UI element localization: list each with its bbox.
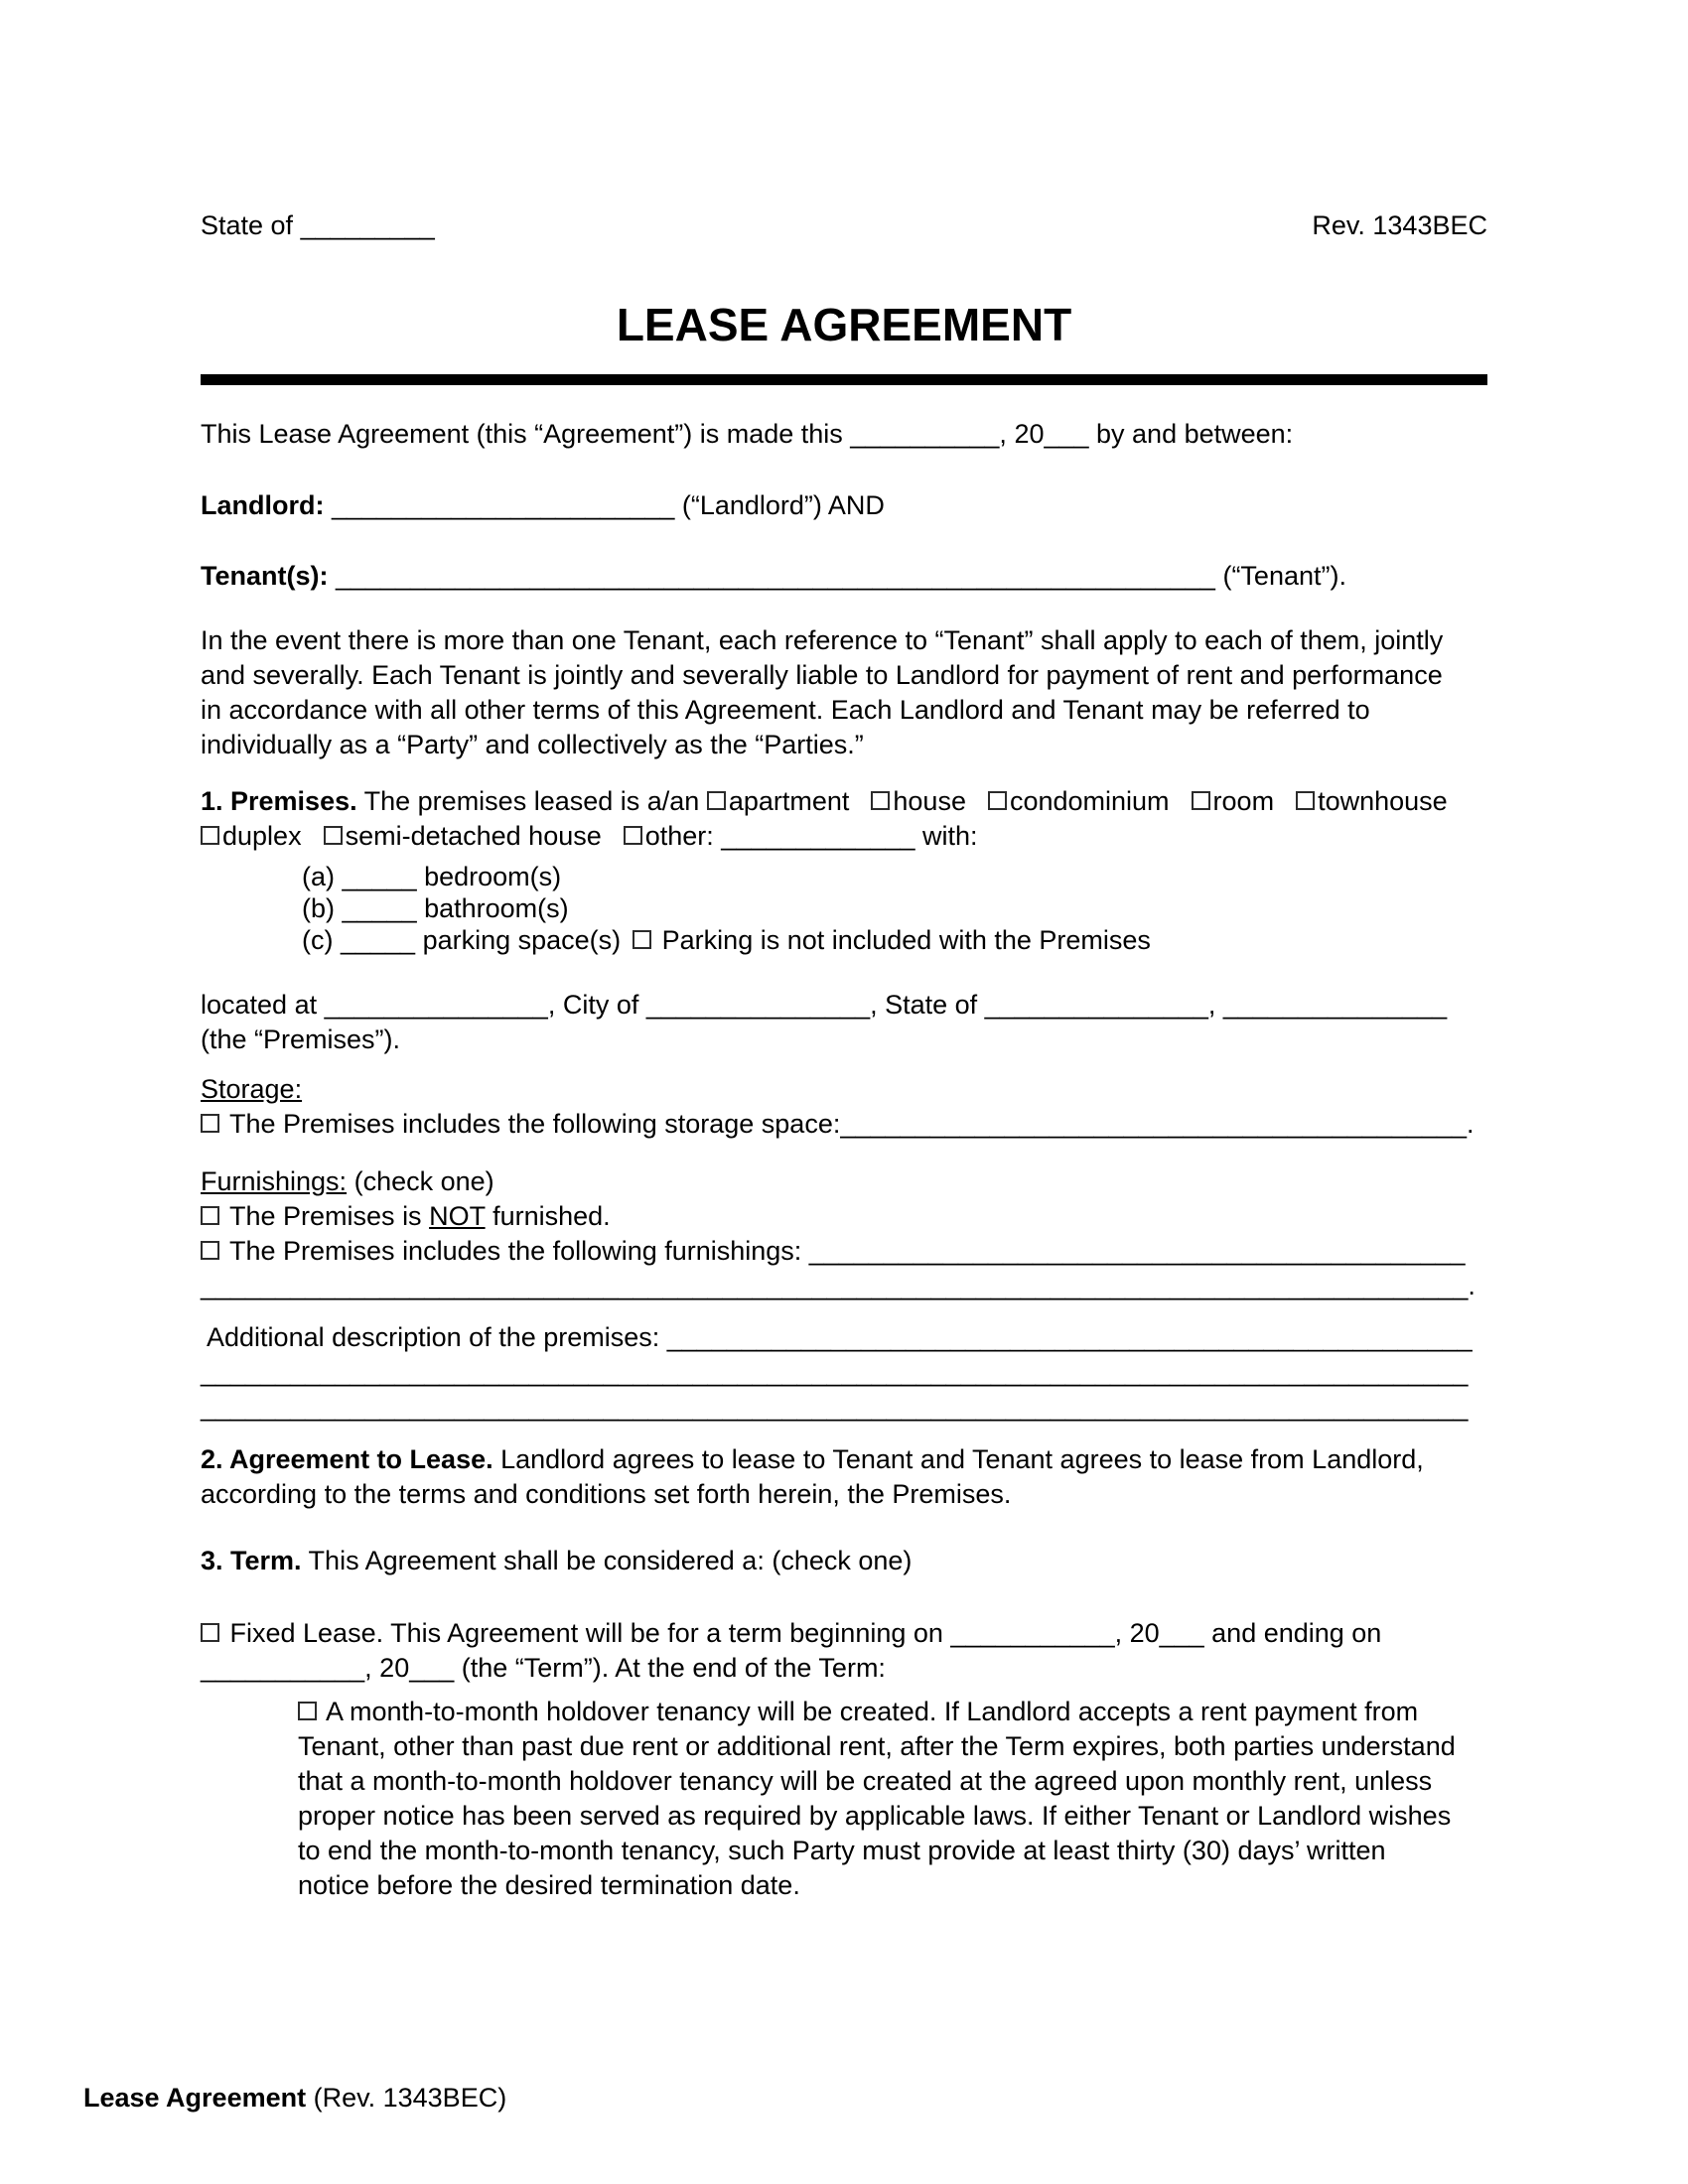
not-word: NOT: [429, 1201, 486, 1231]
clause-line: in accordance with all other terms of this Agreement. Each Landlord and Tenant may be referred to: [201, 695, 1370, 725]
checkbox-storage-space[interactable]: [201, 1114, 219, 1133]
page-title: LEASE AGREEMENT: [616, 299, 1072, 350]
checkbox-other[interactable]: [624, 826, 642, 845]
tenant-line: [201, 559, 1487, 594]
checkbox-month-to-month-holdover[interactable]: [298, 1702, 317, 1720]
additional-description-line: [201, 1320, 1487, 1355]
page-footer: [83, 2081, 506, 2116]
located-at-block: [201, 988, 1487, 1057]
option-label: townhouse: [1318, 786, 1448, 816]
option-label: apartment: [728, 786, 850, 816]
checkbox-apartment[interactable]: [707, 791, 726, 810]
option-duplex: [201, 821, 302, 851]
checkbox-fixed-lease[interactable]: [201, 1623, 219, 1642]
landlord-blank: _______________________ (“Landlord”) AND: [324, 490, 885, 520]
agreement-to-lease-text: Landlord agrees to lease to Tenant and Tenant agrees to lease from Landlord,: [492, 1444, 1424, 1474]
holdover-line1: [298, 1695, 1487, 1729]
checkbox-duplex[interactable]: [201, 826, 219, 845]
checkbox-includes-furnishings[interactable]: [201, 1241, 219, 1260]
premises-options-row2: [201, 819, 1487, 854]
checkbox-semi-detached-house[interactable]: [324, 826, 343, 845]
additional-description-block: [201, 1320, 1487, 1425]
premises-defined-line: (the “Premises”).: [201, 1024, 401, 1054]
premises-lead: The premises leased is a/an: [356, 786, 707, 816]
option-semi-detached-house: [324, 821, 602, 851]
holdover-line: that a month-to-month holdover tenancy will be created at the agreed upon monthly rent, unless: [298, 1766, 1433, 1796]
not-furnished-pre: The Premises is: [222, 1201, 430, 1231]
revision-label: Rev. 1343BEC: [1312, 210, 1487, 240]
state-of-label: State of: [201, 210, 301, 240]
furnishings-heading-label: Furnishings:: [201, 1166, 348, 1196]
checkbox-condominium[interactable]: [988, 791, 1007, 810]
agreement-to-lease-label: 2. Agreement to Lease.: [201, 1444, 493, 1474]
holdover-tenancy-block: [298, 1695, 1487, 1903]
located-at-line: located at _______________, City of _______________, State of _______________, _______________: [201, 990, 1448, 1020]
checkbox-no-parking[interactable]: [633, 930, 651, 949]
parking-blank: (c) _____ parking space(s): [302, 925, 622, 955]
additional-description-blank-line: _____________________________________________________________________________________: [201, 1392, 1469, 1422]
fixed-lease-line2: ___________, 20___ (the “Term”). At the end of the Term:: [201, 1653, 886, 1683]
not-furnished-line: [201, 1199, 1487, 1234]
additional-description-blank: ______________________________________________________: [666, 1322, 1473, 1352]
no-parking-label: Parking is not included with the Premises: [654, 925, 1151, 955]
storage-block: [201, 1072, 1487, 1142]
term-heading-line: [201, 1544, 1487, 1578]
clause-line: and severally. Each Tenant is jointly and severally liable to Landlord for payment of rent and performance: [201, 660, 1443, 690]
option-label: other:: [644, 821, 714, 851]
agreement-to-lease-section: [201, 1442, 1487, 1512]
term-text: This Agreement shall be considered a: (check one): [301, 1546, 913, 1575]
fixed-lease-block: [201, 1616, 1487, 1686]
option-room: [1192, 786, 1275, 816]
with-label: with:: [914, 821, 978, 851]
option-label: house: [893, 786, 966, 816]
option-label: condominium: [1009, 786, 1170, 816]
checkbox-not-furnished[interactable]: [201, 1206, 219, 1225]
storage-label: The Premises includes the following storage space:: [222, 1109, 841, 1139]
state-of-blank: _________: [300, 210, 435, 240]
agreement-to-lease-line1: [201, 1442, 1487, 1477]
furnishings-heading: [201, 1164, 1487, 1199]
checkbox-room[interactable]: [1192, 791, 1210, 810]
parking-item: [302, 924, 1487, 956]
check-one-note: (check one): [347, 1166, 494, 1196]
tenant-blank: ___________________________________________________________ (“Tenant”).: [328, 561, 1346, 591]
holdover-line: notice before the desired termination date.: [298, 1870, 800, 1900]
holdover-line: Tenant, other than past due rent or additional rent, after the Term expires, both parties understand: [298, 1731, 1456, 1761]
storage-heading: [201, 1072, 1487, 1107]
header-row: [201, 208, 1487, 243]
holdover-line: proper notice has been served as required by applicable laws. If either Tenant or Landlord wishes: [298, 1801, 1452, 1831]
fixed-lease-line1: [201, 1616, 1487, 1651]
option-house: [871, 786, 966, 816]
option-condominium: [988, 786, 1170, 816]
bedrooms-item: (a) _____ bedroom(s): [302, 862, 562, 891]
clause-line: individually as a “Party” and collectively as the “Parties.”: [201, 730, 864, 759]
storage-blank: __________________________________________.: [840, 1109, 1475, 1139]
holdover-text: A month-to-month holdover tenancy will be created. If Landlord accepts a rent payment from: [320, 1697, 1419, 1726]
other-blank: _____________: [713, 821, 915, 851]
furnishings-blank: ____________________________________________: [808, 1236, 1466, 1266]
clause-line: In the event there is more than one Tenant, each reference to “Tenant” shall apply to each of them, jointly: [201, 625, 1444, 655]
footer-title: Lease Agreement: [83, 2083, 307, 2113]
not-furnished-post: furnished.: [485, 1201, 611, 1231]
additional-description-blank-line: _____________________________________________________________________________________: [201, 1357, 1469, 1387]
checkbox-house[interactable]: [871, 791, 890, 810]
document-body: [201, 208, 1487, 1903]
premises-section: [201, 784, 1487, 854]
title-rule: [201, 374, 1487, 385]
term-section: [201, 1544, 1487, 1578]
option-townhouse: [1296, 786, 1448, 816]
fixed-lease-text: Fixed Lease. This Agreement will be for a term beginning on ___________, 20___ and ending on: [222, 1618, 1382, 1648]
checkbox-townhouse[interactable]: [1296, 791, 1315, 810]
holdover-line: to end the month-to-month tenancy, such Party must provide at least thirty (30) days’ written: [298, 1836, 1386, 1865]
term-label: 3. Term.: [201, 1546, 302, 1575]
state-of-line: [201, 208, 435, 243]
landlord-label: Landlord:: [201, 490, 325, 520]
premises-options-row1: [201, 784, 1487, 819]
option-label: semi-detached house: [345, 821, 602, 851]
joint-liability-clause: [201, 623, 1487, 762]
tenant-label: Tenant(s):: [201, 561, 329, 591]
furnishings-block: [201, 1164, 1487, 1303]
additional-description-label: Additional description of the premises:: [201, 1322, 667, 1352]
premises-number-label: 1. Premises.: [201, 786, 357, 816]
option-label: duplex: [222, 821, 302, 851]
landlord-line: [201, 488, 1487, 523]
option-other: [624, 821, 714, 851]
includes-furnishings-label: The Premises includes the following furnishings:: [222, 1236, 809, 1266]
bathrooms-item: (b) _____ bathroom(s): [302, 893, 569, 923]
furnishings-continuation-blank: _____________________________________________________________________________________.: [201, 1271, 1476, 1300]
option-label: room: [1212, 786, 1275, 816]
footer-revision: (Rev. 1343BEC): [306, 2083, 507, 2113]
agreement-to-lease-line2: according to the terms and conditions set forth herein, the Premises.: [201, 1479, 1012, 1509]
intro-line: This Lease Agreement (this “Agreement”) is made this __________, 20___ by and between:: [201, 419, 1294, 449]
premises-detail-list: [302, 861, 1487, 956]
option-apartment: [707, 786, 850, 816]
storage-heading-label: Storage:: [201, 1074, 303, 1104]
includes-furnishings-line: [201, 1234, 1487, 1269]
storage-checkbox-line: [201, 1107, 1487, 1142]
